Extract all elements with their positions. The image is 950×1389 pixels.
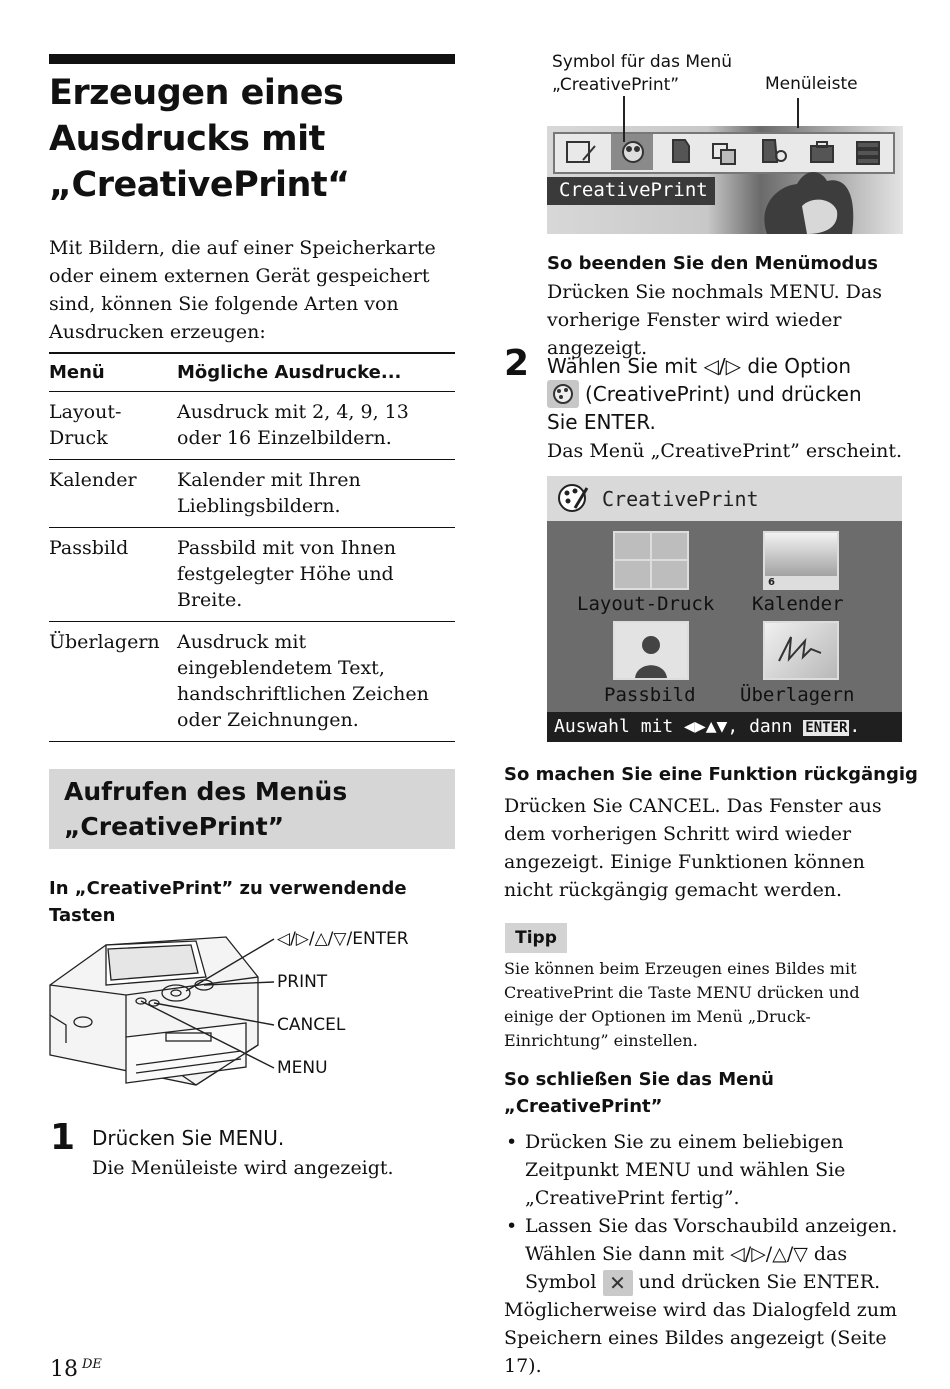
table-cell-menu: Layout- Druck bbox=[49, 392, 177, 460]
close-bullet-2 bbox=[504, 1212, 914, 1296]
screen-footer-text bbox=[554, 716, 860, 737]
close-bullet-2-text-b: und drücken Sie ENTER. bbox=[638, 1271, 881, 1293]
step-2-line1: Wählen Sie mit ◁/▷ die Option bbox=[547, 354, 851, 378]
dog-photo bbox=[747, 166, 877, 234]
close-bullet-list bbox=[504, 1128, 914, 1296]
menu-item-layout-druck[interactable]: Layout-Druck bbox=[577, 593, 715, 615]
tip-text: Sie können beim Erzeugen eines Bildes mit CreativePrint die Taste MENU drücken und einige der Optionen im Menü „Druck-Einrichtung” einstellen. bbox=[504, 959, 860, 1050]
step-2-number: 2 bbox=[504, 343, 530, 384]
table-cell-description: Passbild mit von Ihnen festgelegter Höhe und Breite. bbox=[177, 528, 455, 622]
close-note: Möglicherweise wird das Dialogfeld zum Speichern eines Bildes angezeigt (Seite 17). bbox=[504, 1299, 898, 1377]
undo-heading: So machen Sie eine Funktion rückgängig bbox=[504, 764, 918, 785]
footer-end: . bbox=[849, 716, 861, 737]
screen-title: CreativePrint bbox=[602, 487, 759, 511]
enter-key-badge: ENTER bbox=[805, 720, 848, 736]
step-2-line2: (CreativePrint) und drücken bbox=[585, 382, 862, 406]
table-cell-menu: Passbild bbox=[49, 528, 177, 622]
calendar-digit: 6 bbox=[768, 577, 775, 588]
calendar-strip bbox=[765, 576, 837, 588]
creativeprint-inline-icon bbox=[547, 380, 579, 408]
creativeprint-screen bbox=[547, 476, 902, 742]
step-2-line3: Sie ENTER. bbox=[547, 410, 656, 434]
step-1-number: 1 bbox=[50, 1117, 76, 1158]
close-x-icon: ✕ bbox=[603, 1270, 633, 1296]
callout-menubar: Menüleiste bbox=[765, 74, 858, 94]
table-header-prints: Mögliche Ausdrucke... bbox=[177, 353, 455, 392]
title-rule bbox=[49, 54, 455, 64]
ueberlagern-thumbnail bbox=[763, 621, 839, 680]
menu-item-kalender[interactable]: Kalender bbox=[752, 593, 844, 615]
device-label-menu: MENU bbox=[277, 1058, 328, 1078]
close-heading: So schließen Sie das Menü „CreativePrint” bbox=[504, 1069, 774, 1117]
undo-text: Drücken Sie CANCEL. Das Fenster aus dem vorherigen Schritt wird wieder angezeigt. Einige Funktionen können nicht rückgängig gemacht werden. bbox=[504, 795, 882, 901]
printer-illustration bbox=[46, 925, 276, 1090]
callout-menu-symbol: Symbol für das Menü „CreativePrint” bbox=[552, 52, 733, 95]
table-row bbox=[49, 392, 455, 460]
page-footer bbox=[50, 1357, 102, 1382]
exit-heading: So beenden Sie den Menümodus bbox=[547, 253, 878, 274]
tip-label-box bbox=[505, 923, 567, 953]
step-1-result: Die Menüleiste wird angezeigt. bbox=[92, 1157, 394, 1179]
page-title: Erzeugen eines Ausdrucks mit „CreativePrint“ bbox=[49, 73, 350, 205]
tip-label: Tipp bbox=[515, 928, 557, 948]
step-1-instruction: Drücken Sie MENU. bbox=[92, 1126, 285, 1150]
menu-table bbox=[49, 352, 455, 742]
intro-paragraph: Mit Bildern, die auf einer Speicherkarte oder einem externen Gerät gespeichert sind, können Sie folgende Arten von Ausdrucken erzeugen: bbox=[49, 237, 436, 343]
menubar-screen-label: CreativePrint bbox=[559, 179, 708, 201]
page-language: DE bbox=[82, 1357, 102, 1372]
table-header-menu: Menü bbox=[49, 353, 177, 392]
section-title: Aufrufen des Menüs „CreativePrint” bbox=[64, 777, 348, 841]
device-label-print: PRINT bbox=[277, 972, 328, 992]
table-row bbox=[49, 528, 455, 622]
table-cell-description: Kalender mit Ihren Lieblingsbildern. bbox=[177, 460, 455, 528]
table-row bbox=[49, 460, 455, 528]
device-label-cursor-keys: ◁/▷/△/▽/ENTER bbox=[277, 929, 409, 949]
device-label-cancel: CANCEL bbox=[277, 1015, 346, 1035]
kalender-thumbnail bbox=[763, 531, 839, 590]
close-bullet-2-text-a: Lassen Sie das Vorschaubild anzeigen. Wählen Sie dann mit ◁/▷/△/▽ das Symbol bbox=[525, 1215, 898, 1293]
close-bullet-1: • Drücken Sie zu einem beliebigen Zeitpunkt MENU und wählen Sie „CreativePrint fertig”. bbox=[504, 1128, 914, 1212]
passbild-thumbnail bbox=[613, 621, 689, 680]
keys-heading: In „CreativePrint” zu verwendende Tasten bbox=[49, 878, 407, 926]
footer-hint: Auswahl mit ◀▶▲▼, dann bbox=[554, 716, 793, 737]
callout-lines bbox=[540, 96, 820, 156]
table-row bbox=[49, 622, 455, 742]
step-2-result: Das Menü „CreativePrint” erscheint. bbox=[547, 440, 903, 462]
palette-icon bbox=[555, 480, 589, 516]
exit-text: Drücken Sie nochmals MENU. Das vorherige Fenster wird wieder angezeigt. bbox=[547, 281, 882, 359]
menu-item-ueberlagern[interactable]: Überlagern bbox=[740, 684, 855, 706]
table-cell-description: Ausdruck mit eingeblendetem Text, handschriftlichen Zeichen oder Zeichnungen. bbox=[177, 622, 455, 742]
table-cell-description: Ausdruck mit 2, 4, 9, 13 oder 16 Einzelbildern. bbox=[177, 392, 455, 460]
layout-druck-thumbnail bbox=[613, 531, 689, 590]
table-cell-menu: Überlagern bbox=[49, 622, 177, 742]
close-instructions bbox=[504, 1128, 914, 1380]
table-header-row bbox=[49, 353, 455, 392]
menu-item-passbild[interactable]: Passbild bbox=[604, 684, 696, 706]
page-number: 18 bbox=[50, 1357, 78, 1382]
table-cell-menu: Kalender bbox=[49, 460, 177, 528]
